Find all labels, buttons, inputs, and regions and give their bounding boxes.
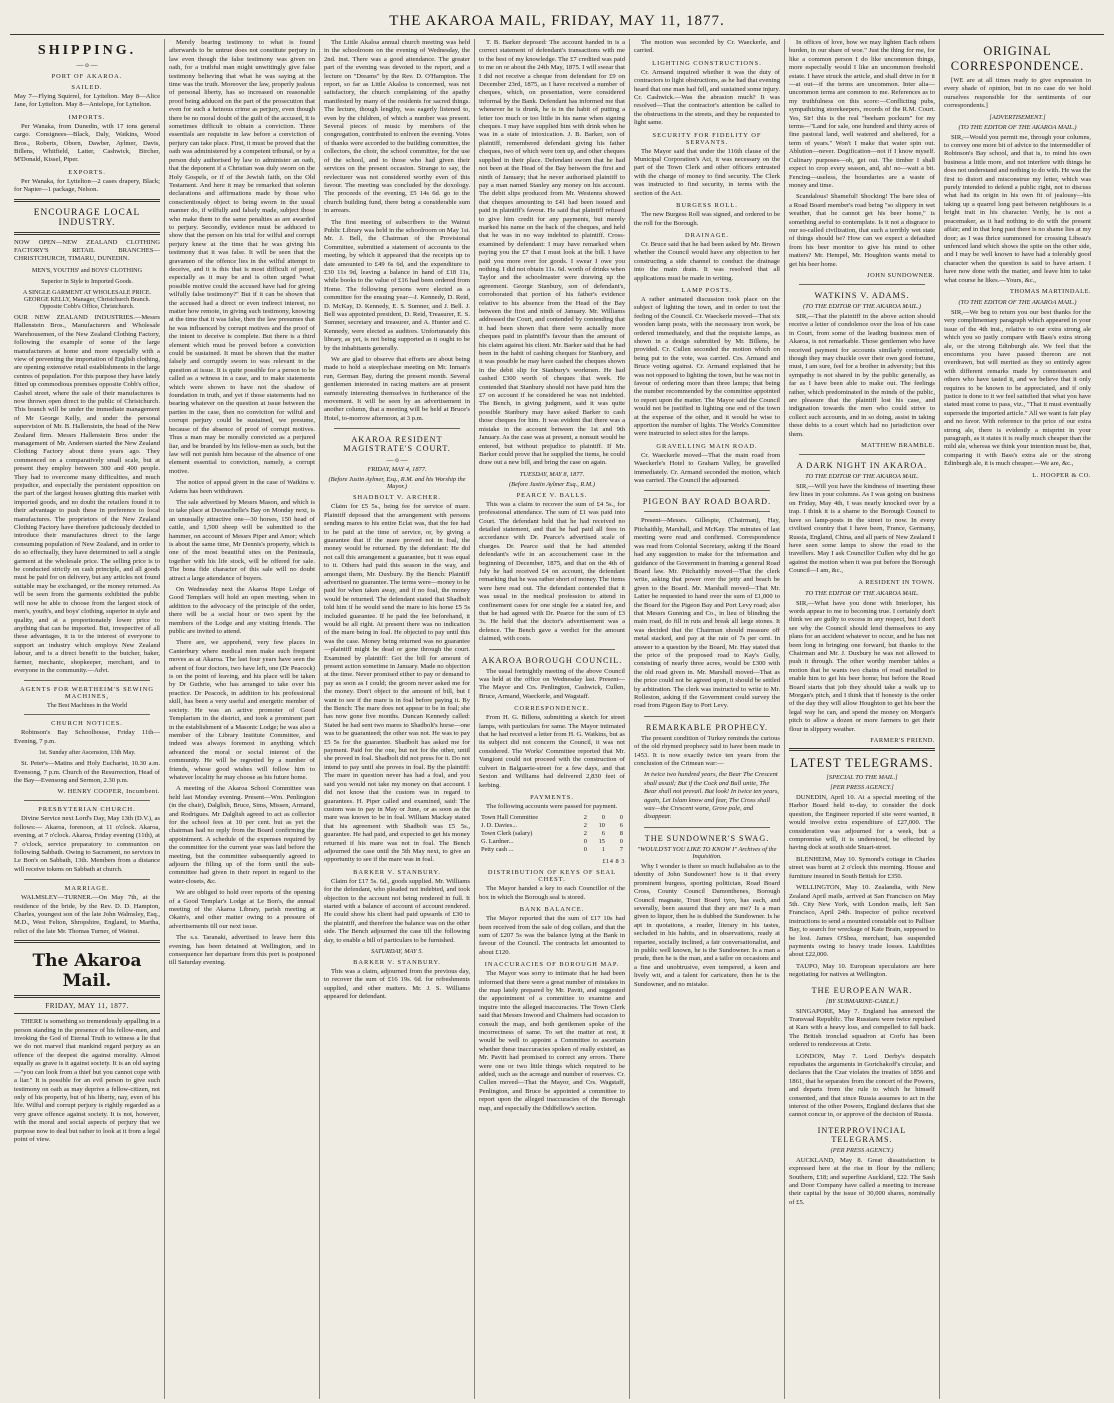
telegram-text: DUNEDIN, April 10. At a special meeting of the Harbor Board held to-day, to consider the dock question, the Engineer reported if site were wanted, it would involve extra expenditure of £27,000. The consideration was adjourned for a week, but a compromise will, it is understood, be effected by having dock at south side Stuart-street. [789,794,935,852]
presbyterian-heading: PRESBYTERIAN CHURCH. [38,806,136,814]
council-text: The following accounts were passed for payment. [486,802,618,810]
ad-body: OUR NEW ZEALAND INDUSTRIES.—Messrs Hallenstein Bros., Manufacturers and Wholesale Warehousemen, of the New Zealand Clothing Factory, following the example of some of the large manufacturers at home and more especially with a view of preventing the importation of English clothing, are opening extensive retail establishments in the large centres of population. For this purpose they have lately fitted up commodious premises opposite Cobb's office, Cashel street, where the sale of their manufactures is now thrown open direct to the public of Christchurch. This branch will be under the immediate management of Mr George Kelly, and under the personal supervision of Mr. B. Hallenstein, the head of the New Zealand firm. Messrs Hallenstein Bros under the management of Mr. Andersen started the New Zealand Clothing Factory about three years ago. They commenced on a comparatively small scale, but at present they employ between 300 and 400 people. They had to overcome many difficulties, and much prejudice, and especially the persistent opposition on the part of the largest houses glutting this market with imported goods, and no doubt the retailers found it to their advantage to push these in preference to local manufactures. The proprietors of the New Zealand Clothing Factory have therefore judiciously decided to introduce their manufactures direct to the large consuming population of New Zealand, and in order to do so effectually, they have determined to sell a single garment at the wholesale price. The selling price is to be conducted strictly on cash principle, and all goods must be paid for on delivery, but any articles not found suitable may be exchanged, or the money returned. As will be seen from the garments exhibited the public will now be able to choose from the largest stock of men's, youth's, and boys' clothing, superior in style and quality, and at a proportionately lower price to anything that can be imported. But, irrespective of all these advantages, it is to the interest of everyone to support an industry which employs New Zealand labour, and is a direct benefit to the butcher, baker, farmer, mechanic, shopkeeper, merchant, and to everyone in the community.—Advt. [14,313,160,674]
letter-signature: FARMER'S FRIEND. [870,737,935,745]
payment-l: 0 [583,846,587,854]
letter-text: SIR,—Will you have the kindness of inserting these few lines in your columns. As I was going on business on Friday, May 4th, I was nearly knocked over by a trap. I think it is a shame to the Borough Council to have so lamp-posts in the street to now. In every civilised country that I have been, France, Germany, Russia, England, China, and all parts of New Zealand I have seen some lamps to show the road to the travellers. May I ask Councillor Cullen why did he go against the motion when it was put before the Borough Council—I am, &c., [789,483,935,575]
leader-paragraph: THERE is something so tremendously appalling in a person standing in the presence of his fellow-men, and invoking the God of Eternal Truth to witness a lie that we do not marvel that mankind regard perjury as an offence of the deepest die against morality. Almost equally as grave is it against society. It is an old saying—"you can look from a thief but you cannot cope with a liar." It is possible for an evil person to give such testimony on oath as may deprive a fellow-citizen, not only of his property, but of his liberty, nay, even of his life. Wilful and corrupt perjury is rightly regarded as a very grave offence against society. It is not, however, with the moral and social aspects of perjury that we purpose now to deal but rather to look at it from a legal point of view. [14,1018,160,1143]
council-text: The new Burgess Roll was signed, and ordered to be the roll for the Borough. [634,211,780,227]
agents-sub: The Best Machines in the World [47,702,127,710]
sailed-label: SAILED. [71,84,103,91]
payment-s: 6 [601,830,605,838]
payment-s: 15 [598,838,605,846]
court-date: SATURDAY, MAY 5. [370,948,424,955]
divider [24,879,150,880]
news-paragraph: We are glad to observe that efforts are about being made to hold a steeplechase meeting on Mr. Inman's run, German Bay, during the present month. Several gentlemen interested in racing matters are at present earnestly interesting themselves in furtherance of the movement. It will be seen by an advertisement in another column, that a meeting will be held at Bruce's Hotel, to-morrow afternoon, at 3 p.m. [324,356,470,422]
section-label: GRAVELLING MAIN ROAD. [656,442,758,450]
sundowner-subheading: "WOULD'ST YOU LIKE TO KNOW I" Archives of the Inquisition. [637,845,777,860]
section-label: DISTRIBUTION OF KEYS OF SEAL CHEST. [487,869,617,884]
payment-item: Petty cash ... [481,846,514,854]
court-before: (Before Justin Aylmer, Esq., R.M. and his Worship the Mayor.) [328,476,466,491]
prophecy-poem: In twice two hundred years, the Bear The Crescent shall assail; But if the Cock and Bull unite, The Bear shall not prevail. But look! In twice ten years, again, Let Islam know and fear, The Cross shall wax—the Crescent wane, Grow pale, and disappear. [644,771,780,821]
divider [14,940,160,943]
correspondence-heading: ORIGINAL CORRESPONDENCE. [950,44,1085,73]
encourage-heading: ENCOURAGE LOCAL INDUSTRY. [33,207,141,228]
imports-label: IMPORTS. [68,113,106,121]
leader-paragraph: There are, we apprehend, very few places in Canterbury where medical men make such frequent moves as at Akaroa. The last four years have seen the advent of four doctors, two have left, one (Dr Peacock) is on the point of leaving, and his place will be taken by Dr Guthrie, who has arranged to take over his practice. Dr Peacock, in addition to his professional skill, has been a very useful and energetic member of society. He was an active promoter of Good Templarism in the district, and took a prominent part in the establishment of a Masonic Lodge; he was also a member of the Library Institute Committee, and indeed was always foremost in anything which advanced the moral or social interest of the community. He will be regretted by a number of friends, whose good wishes will follow him to whatever locality he may choose as his future home. [169,639,315,781]
divider [14,232,160,235]
payment-d: 0 [619,838,623,846]
section-label: INACCURACIES OF BOROUGH MAP. [484,961,620,969]
imports-text: Per Wanaka, from Dunedin, with 17 tons general cargo. Consignees—Black, Daly, Watkins, Wood Bros., Roberts, Oborn, Dawber, Aylmer, Davis, Billens, Whitfield, Latter, Cashwick, Bircher, M'Donald, Kissel, Piper. [14,122,160,164]
leader-paragraph: A meeting of the Akaroa School Committee was held last Monday evening. Present—Wm. Penlington (in the chair), Dalglish, Bruce, Sims, Missen, Armand, and Rodrigues. Mr Dalglish agreed to act as collector for the school fees at 10 per cent. but as yet the chairman had no reply from the Board confirming the appointment. A schedule of the expenses required by the committee for the current year was laid before the meeting, but the committee subsequently agreed to adjourn the filling up of the form until the sub-committee had given in their report in regard to the water-closets, &c. [169,785,315,885]
table-row [479,830,625,838]
newspaper-title: The Akaroa Mail. [32,951,142,992]
case-title: BARKER V. STANBURY. [353,868,441,876]
sundowner-text: Why I wonder is there so much hullabaloo as to the identity of John Sundowner! how is it that every prominent burgess, sporting politician, Road Board Cross, County Council Damonthenes, Borough Council magnate, Trust Board tyro, has each, and severally, been assured that they are me? Is a man given to liquor, then he is dubbed the Sundowner. Is he apt in quotations, a reader, literary in his tastes, secluded in his habits, and in observations, ready at repartee, socially inclined, a fair conversationalist, and in public well known, he is the Sundowner. Is a man a prude, then he is the man, and a tailor on occasions and a fine and unobtrusive, even tempered, a keen and lively wit, and a talent for caricature, then he is the Sundowner, and no mistake. [634,862,780,988]
correspondence-note: [WE are at all times ready to give expression to every shade of opinion, but in no case do we hold ourselves responsible for the sentiments of our correspondents.] [944,77,1091,110]
section-label: BURGESS ROLL. [676,202,738,210]
telegram-text: LONDON, May 7. Lord Derby's despatch repudiates the arguments in Gortchakoff's circular, and declares that the Czar violates the treaties of 1856 and 1861, that he separates from the concert of the Powers, and departs from the rule to which he himself consented, and that since Russia assumes to act in the interest of the other Powers, England declares that she cannot concur in, or approve of the decision of Russia. [789,1052,935,1119]
pigeon-bay-heading: PIGEON BAY ROAD BOARD. [642,497,772,507]
council-text: The Mayor reported that the sum of £17 10s had been received from the sale of dog collars, and that the sum of £207 5s was the balance lying at the Bank in favour of the Council. The contracts let amounted to about £120. [479,915,625,956]
interprovincial-heading: INTERPROVINCIAL TELEGRAMS. [817,1125,907,1144]
column-1 [10,39,165,1399]
masthead: THE AKAROA MAIL, FRIDAY, MAY 11, 1877. [389,13,725,29]
news-paragraph: The first meeting of subscribers to the Wainui Public Library was held in the schoolroom on May 1st. Mr. J. Bell, the Chairman of the Provisional Committee, submitted a statement of accounts to the meeting, by which it appeared that the receipts up to date amounted to £49 6s 6d, and the expenditure to £30 11s 9d, leaving a balance in hand of £18 11s, while books to the value of £16 had been ordered from Home. The following persons were elected as a committee for the ensuing year—J. Kennedy, D. Reid, D. McKay, D. Kennedy, E. S. Sumner, and J. Bell. J. Bell was appointed president, D. Reid, Treasurer, E. S. Sumner, secretary and treasurer, and A. Hunter and C. Kennedy, were elected as auditors. Unfortunately this library, as yet, is not being supported as it ought to be by the inhabitants generally. [324,218,470,352]
section-label: LIGHTING CONSTRUCTIONS. [652,59,762,67]
letter-signature: MATTHEW BRAMBLE. [861,442,935,450]
telegrams-heading: LATEST TELEGRAMS. [790,756,934,771]
letter-text: SIR,—We beg to return you our best thanks for the very complimentary paragraph which appeared in your issue of the 4th inst., relative to our extra strong ale which you so justly compare with Bass's extra strong ale, or the strong Edinburgh ale. We feel that the encomiums you have passed thereon are not overdrawn, but will merited as they so entirely agree with different remarks made by connoisseurs and others who have tasted it, and we believe that it only requires to be known to be appreciated, and if only justice is done to it we feel satisfied that what you have stated must come to pass, viz., "That it must eventually supersede the imported article." All we want is fair play and no favor. With reference to the price of our extra strong ale, there is evidently a misprint in your paragraph, as it states it is really much cheaper than the mild ale, whereas we think your intention must be, that, comparing it with Bass's extra ale or the strong Edinburgh ale, it is much cheaper.—We are, &c., [944,308,1091,468]
leader-paragraph: The s.s. Taranaki, advertised to leave here this evening, has been detained at Wellington, and in consequence her departure from this port is postponed till Saturday evening. [169,934,315,967]
telegram-text: BLENHEIM, May 10. Symond's cottage in Charles street was burnt at 2 o'clock this morning. House and furniture insured in South British for £350. [789,855,935,880]
payment-l: 2 [583,830,587,838]
divider [644,827,770,828]
presbyterian-text: Divine Service next Lord's Day, May 13th (D.V.), as follows:— Akaroa, forenoon, at 11 o'clock. Akaroa, evening, at 7 o'clock. Akaroa, Friday evening (11th), at 7 o'clock, service preparatory to communion on following Sabbath. Owing to Sacrament, no services in Le Bon's on Sabbath, 13th. Members from a distance will receive tokens on Sabbath at church. [14,815,160,873]
council-text: The Mayor was sorry to intimate that he had been informed that there were a great number of mistakes in the map lately prepared by Mr. Pavitt, and suggested the appointment of a committee to examine and inquire into the alleged inaccuracies. The Town Clerk said that Messrs Inwood and Chalmers had occasion to consult the map, and both gentlemen spoke of the incorrectness of same. To set the matter at rest, it would be well to appoint a Committee to ascertain whether these inaccuracies spoken of really existed, as Mr. Pavitt had promised to correct any errors. There were one or two little things which required to be added, such as the acreage and number of reserves. Cr. Cullen moved—That the Mayor, and Crs. Wagstaff, Penlington, and Bruce be appointed a committee to report upon the alleged inaccuracies of the Borough map, and especially the Oddfellow's section. [479,970,625,1112]
payment-item: G. Lardner... [481,838,514,846]
church-heading: CHURCH NOTICES. [51,720,123,728]
editor-line: (TO THE EDITOR OF THE AKAROA MAIL.) [958,298,1077,306]
leader-paragraph: The sale advertised by Messrs Mason, and which is to take place at Duvauchelle's Bay on Monday next, is an unusually attractive one—30 horses, 150 head of cattle, and 1,500 sheep will be submitted to the hammer, on account of Messrs Piper and Amor; which is about the same time, Mr Dennis's property, which is one of the most beautiful sites on the Peninsula, together with his life stock, will be offered for sale. The bona fide character of this sale will no doubt attract a large attendance of buyers. [169,498,315,582]
council-text: Cr. Waeckerle moved—That the main road from Waeckerle's Hotel to Graham Valley, be gravelled immediately. Cr. Armand seconded the motion, which was carried. The Council the adjourned. [634,451,780,485]
european-war-heading: THE EUROPEAN WAR. [811,985,913,995]
council-text: Cr. Bruce said that he had been asked by Mr. Brown whether the Council would have any objection to her constructing a side channel to conduct the drainage into the main drain. It was resolved that all applications must be made in writing. [634,240,780,282]
section-label: LAMP POSTS. [681,286,733,294]
sundowner-text: Scandalous! Shameful! Shocking! The bare idea of a Road Board member's road being "so slippery in wet weather, that he cannot get his beer home," is something awful to contemplate. Is it not a disgrace to our so-called civilization, that such a terribly wet state of things should be? How can we expect a defaulted from his beer monitor to give his mind to other matters? Mr. Hempel, Mr. Houghton wants metal to get his beer home. [789,193,935,268]
council-text: The Mayor said that under the 116th clause of the Municipal Corporation's Act, it was necessary on the part of the Town Clerk and other officers entrusted with the charge of money to find security. The Clerk was instructed to find security, in terms with the section of the Act. [634,147,780,197]
editor-line: (TO THE EDITOR OF THE AKAROA MAIL.) [803,302,921,310]
clothing-advertisement [14,239,160,676]
council-text: Cr. Armand inquired whether it was the duty of contractors to light obstructions, as he had that evening heard that one man had fell, and sustained some injury. Cr. Cashwick.—Was the abrasion much? It was resolved—That the contractor's attention be called to the obstructions in the streets, and they be requested to light same. [634,68,780,127]
divider [334,428,460,429]
payment-l: 2 [583,822,587,830]
editor-line: TO THE EDITOR OF THE AKAROA MAIL. [805,473,919,481]
divider [14,1013,160,1014]
payments-total: £14 8 3 [602,858,625,866]
divider [644,716,770,717]
agents-heading: AGENTS FOR WERTHEIM'S SEWING MACHINES, [20,686,154,701]
ornament: — o — [386,456,408,465]
court-text: Claim for £5 5s., being fee for service of mare. Plaintiff deposed that the arrangement with persons sending mares to his entire Eclat was, that the fee had to be paid at the time of service, or, by giving a guarantee that if the mare proved not in foal, the money would be returned. By the defendant: He did not call this arrangement a guarantee, but it was equal to it. Others had paid this season in the way, and amongst them, Mr. Duxbury. By the Bench: Plaintiff advertised no guarantee. The terms were—money to be paid for when taken away, and if no foal, the money would be returned. The defendant stated that Shadbolt told him if he would send the mare to his horse £5 5s included guarantee. If he paid the fee beforehand, it would be all right. At present there was no indication of the mare being in foal. He objected to pay until this was the case. Money being returned was no guarantee—plaintiff might be dead or gone through the court. Examined by plaintiff: Got the bill for amount of present action sometime in January. Made no objection at the time. Never promised either to pay or demand to pay as soon as I could; the groom never asked me for the money. Don't object to the amount of bill, but I want to see if the mare is in foal before paying it. By the Bench: The mare does not appear to be in foal; she has now gone five months. Duncan Kennedy called: Stated he had sent two mares to Shadbolt's horse—one was to be guaranteed; the other was not. He was to pay £5 5s for the guarantee. Shadbolt has asked me for payment. Paid for the one, but not for the other, until she proved in foal. Shadbolt did not press for it. Do not intend to pay until she proves in foal. By the plaintiff: The mare in question never has had a foal, and you said you would not take my money on that account. I did not know that the custom was in regard to guarantees. H. Piper called and examined, said: The custom was to pay in May or June, or as soon as the mare was known to be in foal. William Mackay stated that his agreement with Shadbolt was £5 5s., guarantee. He had paid, and expected to get his money returned if his mare was not in foal. The Bench adjourned the case until the 5th May next, to give an opportunity to see if the mare was in foal. [324,503,470,864]
column-3 [320,39,475,1399]
church-notice-2: 1st. Sunday after Ascension, 13th May. [38,749,136,757]
leader-paragraph: Merely bearing testimony to what is found afterwards to be untrue does not constitute perjury in law even though the false testimony was given on oath, for a truthful man might unwittingly give false testimony believing that what he was saying at the time was the truth. Moreover the law, properly jealous of personal liberty, has so increased on reasonable proof being adduced on the part of the prosecution that even for such a heinous crime as perjury, even though there be no moral doubt of the guilt of the accused, it is sometimes difficult to obtain a conviction. Three essentials are requisite in law before a conviction of perjury can take place. First, it must be proved that the oath was administered by a competent tribunal, or by a person duly authorised by law to administer an oath, that the deponent if a Christian was duly sworn on the Holy Gospels, or if of the Jewish faith, on the Old Testament. And here it may be remarked that solemn declarations and affirmations made by those who conscientiously object to being sworn in the usual manner do, if wilfully and falsely made, subject those who make them to the same penalties as are awarded to perjury. Secondly, evidence must be adduced to show that the person on his trial for wilful and corrupt perjury knew at the time that he was giving his testimony that it was false. It will be seen that the gravamen of the offence lies in the wilful attempt to deceive, and it is this that is most difficult of proof, especially as it may be and is often urged "what possible motive could the accused have had for giving wilfully false testimony?" But if it can be shown that the accused had a direct or even indirect interest, no matter how remote, in giving such testimony, knowing at the time that it was false, then the law presumes that he was influenced by corrupt motives and the proof of the intent to deceive is complete. But there is a third element which must be proved before a conviction could be sustained. It must be shown that the matter falsely and corruptly sworn to was relevant to the question at issue. It is quite possible for a person to be called as a witness in a case, and to make statements which were shown to have not the shadow of foundation in truth, and yet if those statements had no bearing whatever on the question at issue between the parties in the case, then no conviction for wilful and corrupt perjury could be sustained, we presume, because of the absence of proof of corrupt motives. Thus a man may be morally convicted as a perjured liar, and be branded by his fellow-men as such, but the law will not punish him because of the absence of one element essential to conviction, namely, a corrupt motive. [169,39,315,475]
exports-text: Per Wanaka, for Lyttelton—2 cases drapery, Black; for Napier—1 package, Nelson. [14,177,160,194]
letter-text: SIR,—What have you done with Interloper, his words appear to me to becoming true. I certainly don't think we are guilty to excess in any respect, but I don't see why the Council should lend themselves to any plans for an accident whatever to occur, and he has not been long in bringing one forward, but thanks to the Chairman and Mr. J. Duxbury he was not allowed to push it through. The other worthy member tables a motion that he wants two chains of road metalled to enable him to get his beer home; but before the Road Board starts that job they should take a walk up to Morgan's pitch, and I think that if honesty is the order of the day they will allow Houghton to get his beer the legal way he can, and spend the money on Morgan's pitch to allow a dozen or more farmers to get their flour in slippery weather. [789,599,935,733]
table-row [479,814,625,822]
prophecy-heading: REMARKABLE PROPHECY. [645,722,769,732]
ornament: — o — [76,61,98,69]
telegram-text: TAUPO, May 10. European speculators are here negotiating for natives at Wellington. [789,962,935,979]
section-label: SECURITY FOR FIDELITY OF SERVANTS. [652,131,762,146]
payment-s: 0 [601,814,605,822]
leader-paragraph: On Wednesday next the Akaroa Hope Lodge of Good Templars will hold an open meeting, when in addition to the advocacy of the principle of the order, there will be a social hour or two spent by the members of the Lodge and any visiting friends. The public are invited to attend. [169,586,315,636]
marriage-text: WALMSLEY—TURNER.—On May 7th, at the residence of the bride, by the Rev. D. D. Hampton, Charles, youngest son of the late John Walmsley, Esq., M.D., West Felton, Shropshire, England, to Martha, relict of the late Mr. Thomas Turner, of Wainui. [14,894,160,935]
ad-superior: Superior in Style to Imported Goods. [41,277,133,285]
court-date: FRIDAY, MAY 4, 1877. [367,466,427,474]
port-heading: PORT OF AKAROA. [51,73,123,80]
church-notice-1: Robinson's Bay Schoolhouse, Friday 11th—Evening, 7 p.m. [14,729,160,745]
ad-lead: NOW OPEN—NEW ZEALAND CLOTHING FACTORY'S RETAIL BRANCHES—CHRISTCHURCH, TIMARU, DUNEDIN. [14,238,160,263]
section-label: DRAINAGE. [685,231,729,239]
column-6 [785,39,940,1399]
masthead-rule [10,34,1104,35]
church-signature: W. HENRY COOPER, Incumbent. [57,788,160,796]
council-text: From H. G. Billens, submitting a sketch for street lamps, with particulars for same. The Mayor intimated that he had received a letter from H. G. Watkins, but as its subject did not concern the Council, it was not considered. The Works' Committee reported that Mr. Vangioni could not proceed with the construction of culvert in Balguerie-street for a few days, and that Sexton and Williams had delivered 2,830 feet of kerbing. [479,714,625,789]
ad-single: A SINGLE GARMENT AT WHOLESALE PRICE. GEORGE KELLY, Manager, Christchurch Branch. Opposite Cobb's Office, Christchurch. [22,288,152,310]
leader-paragraph: The notice of appeal given in the case of Watkins v. Adams has been withdrawn. [169,479,315,495]
table-row [479,822,625,830]
letter-signature: A RESIDENT IN TOWN. [858,578,935,586]
divider [644,490,770,491]
letter-text: SIR,—Would you permit me, through your columns, to convey one more bit of advice to the intermeddler of Robinson's Bay school, and that is, to mind his own business a little more, and not interfere with things he does not understand and nothing to do with. He was the first to distort and misconstrue my letter, which was purely intended to defend a public right, not to discuss what had its origin in his own fit of jealousy—his taking up a quarrel long past between neighbours is a bright trait in his character. Verily, he is not a peacemaker, as it had nothing to do with the present affair; and in that long past there is no shame lies at my door; as I was thrice summoned for crossing Libeau's unfenced land which shows the spite on the other side, and I may be well known to have had a tolerably good character when the question is said to have arisen. I have now done with the matter, and leave him to take what course he likes.—Yours, &c., [944,133,1091,284]
case-title: BARKER V. STANBURY. [353,959,441,966]
divider [644,511,770,512]
column-7 [940,39,1095,1399]
divider [24,680,150,681]
watkins-heading: WATKINS V. ADAMS. [814,290,910,300]
payments-table [479,814,625,854]
marriage-heading: MARRIAGE. [64,885,110,893]
sundowner-signature: JOHN SUNDOWNER. [867,271,935,279]
court-text: This was a claim to recover the sum of £4 5s., for professional attendance. The sum of £1 was paid into Court. The defendant held that he had received no detailed statement, and that he had paid all fees in accordance with Dr. Pearce's advertised scale of charges. Dr. Pearce said that he had attended defendant's wife in an accouchement case in the beginning of December, 1875, and that on the 4th of July he had received £4 on account, the defendant remarking that he was rather short of money. The items were here read out. The defendant contended that it was usual in the medical profession to attend in confinement cases for one single fee a stated fee, and that he had agreed with Dr. Pearce for the sum of £3 3s. He held that the doctor's advertisement was a defence. The Bench gave a verdict for the amount claimed, with costs. [479,500,625,643]
column-4 [475,39,630,1399]
sundowner-heading: THE SUNDOWNER'S SWAG. [644,833,770,843]
letter-signature: THOMAS MARTINDALE. [1009,287,1091,295]
sundowner-text: In offices of love, how we may lighten Each others burden, in our share of woe." Just the thing for me, for like a common person I do like uncommon things, more especially would I like an uncommon freehold estate. I have struck the article, and shall drive in for it—at out—if the terms are uncommon. Inter alia—uncommon terms are common to me. References as to my truthfulness on this score:—Conflicting pubs, sympathizing storekeepers, records of the R.M. Court. Yes, Sir! this is the real "beeham pockum" for my terms—"Land for sale, one hundred and thirty acres of fine pastoral land, well watered and sheltered, for a term of years." Won't I make that water spin out. Ablution—never. Dogification—not if I know myself. Culinary purposes—oh, get out. The timber I shall expect to crop every season, and, ah! no—wait a bit. Fencing—useless, the boundaries are a waste of money and time. [789,39,935,189]
court-text: Claim for £17 5s. 6d., goods supplied. Mr. Williams for the defendant, who pleaded not indebted, and took objection to the account not being rendered in full. It started with a balance of account of account rendered. He could show his client had paid upwards of £30 to the plaintiff, and therefore the balance was on the other side. The Bench adjourned the case till the following day, to enable a bill of particulars to be furnished. [324,877,470,944]
exports-label: EXPORTS. [68,168,106,176]
divider [789,748,935,751]
leader-paragraph: We are obliged to hold over reports of the opening of a Good Templar's Lodge at Le Bon's, the annual meeting of the Akaroa Library, parish meeting at Okain's, and other matter owing to a pressure of advertisements till our next issue. [169,889,315,930]
divider [24,800,150,801]
telegram-text: SINGAPORE, May 7. England has annexed the Transvaal Republic. The Russians were twice repulsed at Kars with a heavy loss, and compelled to fall back. The British ironclad squadron at Corfu has been ordered to rendezvous at Crete. [789,1007,935,1049]
table-row [479,838,625,846]
council-text: The usual fortnightly meeting of the above Council was held at the office on Wednesday last. Present—The Mayor and Crs. Penlington, Cashwick, Cullen, Bruce, Armand, Waeckerle, and Wagstaff. [479,667,625,700]
table-row [479,846,625,854]
section-label: BANK BALANCE. [519,906,585,914]
payment-s: 10 [598,822,605,830]
sailed-text: May 7—Flying Squirrel, for Lyttelton. May 8—Alice Jane, for Lyttelton. May 8—Antelope, for Lyttelton. [14,93,160,109]
telegram-text: WELLINGTON, May 10. Zealandia, with New Zealand April mails, arrived at San Francisco on May 5th. City New York, with London mails, left San Francisco, April 24th. Inspector of police received instructions to send a mounted constable out to Palliser Bay, to search for wreckage of Kate Brain, supposed to be lost. James O'Shea, merchant, has suspended payments owing to heavy trade losses. Liabilities about £22,000. [789,884,935,959]
section-label: CORRESPONDENCE. [514,705,590,713]
divider [14,995,160,998]
prophecy-text: The present condition of Turkey reminds the curious of the old rhymed prophecy said to have been made in 1453. It is now exactly twice ten years from the conclusion of the Crimean war:— [634,734,780,768]
payment-item: J. D. Davies... [481,822,518,830]
council-text: A rather animated discussion took place on the subject of lighting the town, and in order to test the feeling of the Council. Cr. Waeckerle moved—That six wooden lamp posts, with the necessary iron work, be ordered immediately, and that the requisite lamps, as shown in a design submitted by Mr. Billens, be provided. Cr. Cullen seconded the motion which on being put to the vote, was carried. Crs. Armand and Bruce voting against. Cr. Armand explained that he was not opposed to lighting the town, but he was not in favour of ordering more than three lamps; that being the number recommended by the committee appointed to report upon the matter. The Mayor said the Council would not be justified in lighting one end of the town at the expense of the other, and it would be wise to apportion the number of lights. The Work's Committee were instructed to select sites for the lamps. [634,295,780,438]
payment-item: Town Hall Committee [481,814,539,822]
payment-l: 0 [583,838,587,846]
telegrams-agency: [PER PRESS AGENCY.] [830,784,894,792]
case-title: PEARCE V. BALLS. [516,491,588,499]
road-board-text: Present—Messrs. Gillespie, (Chairman), Hay, Pitchaithly, Marshall, and McKay. The minutes of last meeting were read and confirmed. Correspondence was read from Colonial Secretary, asking if the Board had any suggestion to make for the information and guidance of the Government in framing a general Road Board law. Mr. Pitchaithly moved—That the clerk write, asking that power over the jetty and beach be given to the Board. Mr. Marshall moved—That Mr. Latter be requested to hand over the sum of £1,000 to the Board for the Pigeon Bay and Port Levy road; also that Messrs Gunning and Co., in lieu of blinding the main road, do fill in ruts and break all large stones. It was decided that the Chairman should measure off metal stacked, and pay at the rate of 7s per cent. In answer to a question by the Board, Mr. Hay stated that the price of the proposed road to Kay's Gully, consisting of nearly three acres, would be £300 with the old road given in. Mr. Marshall moved—That as the price could not be agreed upon, it should be settled by arbitration. The clerk was instructed to write to Mr. Rolleston, asking if the Government could survey the road from Pigeon Bay to Port Levy. [634,517,780,710]
column-2 [165,39,320,1399]
payment-d: 0 [619,814,623,822]
divider [14,199,160,202]
dark-night-heading: A DARK NIGHT IN AKAROA. [796,461,928,471]
columns [10,39,1104,1399]
letter-signature: L. HOOPER & CO. [1032,471,1091,479]
payment-item: Town Clerk (salary) [481,830,533,838]
european-war-sub: [BY SUBMARINE-CABLE.] [825,997,899,1005]
ad-men: MEN'S, YOUTHS' and BOYS' CLOTHING [31,266,143,274]
news-paragraph: The Little Akaloa annual church meeting was held in the schoolroom on the evening of Wednesday, the 2nd. inst. There was a good attendance. The greater part of the evening was devoted to the report, and a lecture on "Dreams" by the Rev. D. O'Hampton. The report, so far as Little Akaloa is concerned, was not satisfactory, the church complaining of the apathy manifested by many of the residents for sacred things. The lecture, though lengthy, was eagerly listened to, even by the children, of which a number was present. Several pieces of music by members of the congregation, contributed to enliven the evening. Votes of thanks were accorded to the building committee, the collectors, the choir, the school committee, for the use of the school, and to those who had given their services on the present occasion. Strange to say, the revlecturer was not considered worthy even of this favour. The meeting was concluded by the doxology. The proceeds of the evening, £5 14s 6d. go to the church building fund, there being a considerable sum in arrears. [324,39,470,215]
court-text: This was a claim, adjourned from the previous day, to recover the sum of £16 19s. 6d. for refreshments supplied, and other matters. Mr. J. S. Williams appeared for defendant. [324,968,470,1001]
payment-s: 1 [601,846,605,854]
council-heading: AKAROA BOROUGH COUNCIL. [481,655,623,665]
section-label: PAYMENTS. [530,793,574,801]
divider [24,714,150,715]
court-before: (Before Justin Aylmer Esq., R.M.) [509,480,595,488]
council-text: The Mayor handed a key to each Councillor of the box in which the Borough seal is stored. [479,885,625,901]
payment-l: 2 [583,814,587,822]
column-5 [630,39,785,1399]
shipping-heading: SHIPPING. [37,43,137,58]
council-text: The motion was seconded by Cr. Waeckerle, and carried. [634,39,780,55]
date-line: FRIDAY, MAY 11, 1877. [45,1002,129,1011]
divider [489,649,615,650]
editor-line: TO THE EDITOR OF THE AKAROA MAIL. [805,589,919,597]
court-date: TUESDAY, MAY 8, 1877. [519,470,585,478]
editor-line: (TO THE EDITOR OF THE AKAROA MAIL.) [958,123,1077,131]
payment-d: 8 [619,830,623,838]
telegram-text: AUCKLAND, May 8. Great dissatisfaction is expressed here at the rise in flour by the millers; Southern, £18; and superfine Auckland, £22. The Sash and Door Company have called a meeting to increase their capital by the issue of 30,000 shares, nominally of £5. [789,1156,935,1206]
divider [799,454,925,455]
advertisement-label: [ADVERTISEMENT.] [989,113,1046,121]
interprovincial-agency: (PER PRESS AGENCY.) [830,1146,894,1154]
payment-d: 7 [619,846,623,854]
divider [799,284,925,285]
payment-d: 6 [619,822,623,830]
letter-text: SIR,—That the plaintiff in the above action should receive a letter of condolence over the loss of his case in Court, from some of the leading business men of Akaroa, is not remarkable. Those gentlemen who have received payment for accounts similarly contracted, though they may chuckle over their own good fortune, must, I am sure, feel for a brother in adversity; but this sympathy is not shared in by the public generally, as far as I have been able to make out. The feelings rather, which predominated in the minds of the public, are pleasure that the plaintiff lost his case, and indignation towards the men who could strive to collect such accounts, and in so doing, assist in taking these debts to a court which had no jurisdiction over them. [789,312,935,438]
court-heading: AKAROA RESIDENT MAGISTRATE'S COURT. [343,435,451,454]
case-title: SHADBOLT V. ARCHER. [352,494,441,502]
telegrams-special: [SPECIAL TO THE MAIL.] [826,774,898,782]
church-notice-3: St. Peter's—Matins and Holy Eucharist, 10.30 a.m. Evensong, 7 p.m. Church of the Resurrection, Head of the Bay—Evensong and Sermon, 2.30 p.m. [14,760,160,784]
court-text: T. B. Barker deposed: The account handed in is a correct statement of defendant's transactions with me to the best of my knowledge. The £7 credited was paid to me on or about the 24th May, 1875. I will swear that I did not receive a cheque from defendant for £9 on December 23rd, 1875, as I have received a number of cheques, which, on presentation, were considered informal by the Bank. Defendant has informed me that whenever he is drunk, he is in the habit of putting a letter too much or too little in his name when signing cheques. I may have supplied him with drink when he was in a state of intoxication. J. B. Barker, son of plaintiff, remembered defendant giving his father cheques, two of which were torn up, and other cheques supplied in their place. Defendant sworn that he had not been at the Head of the Bay between the first and ninth of January; that he never authorised plaintiff to pay a man named Stanley any money on his account. The debit slips produced from Mr. Westenra showed that cheques amounting to £41 had been issued and paid in plaintiff's favour. He said that plaintiff refused to give him credit for any payments, but merely marked his name on the back of the cheques, and held that he was in no way indebted to plaintiff. Cross-examined by defendant: I may have remarked when paying you the £7 that I must look at the bill. I have paid you more over for goods. I swear I owe you nothing. I did not obtain 11s. 6d. worth of drinks when Taylor and the schoolmaster were drawing up the agreement. George Stanbury, son of defendant's, corroborated that portion of his father's evidence relative to his absence from the Head of the Bay between the first and ninth of January. Mr. Williams addressed the Court, and contended by contending that it had been shown that there were actually more cheques paid in plaintiff's favour than the amount of his claim against his client. Mr. Barker said that he had been in the habit of cashing cheques for Stanbury, and it was possible he may have cashed the cheques shown in the debit slip for Stanbury's workmen. He had cashed £300 worth of cheques that week. He contended that Stanbury should not have paid him the £7 on account if he considered he was not indebted. The Bench, in giving judgment, said it was quite possible Stanbury may have asked Barker to cash those cheques for him. It was evident that there was a mistake in the account between the 1st and 9th January. As the case was at present, a nonsuit would be entered, but without prejudice to plaintiff. If Mr. Barker could prove that he supplied the items, he could draw out a new bill, and bring the case on again. [479,39,625,467]
